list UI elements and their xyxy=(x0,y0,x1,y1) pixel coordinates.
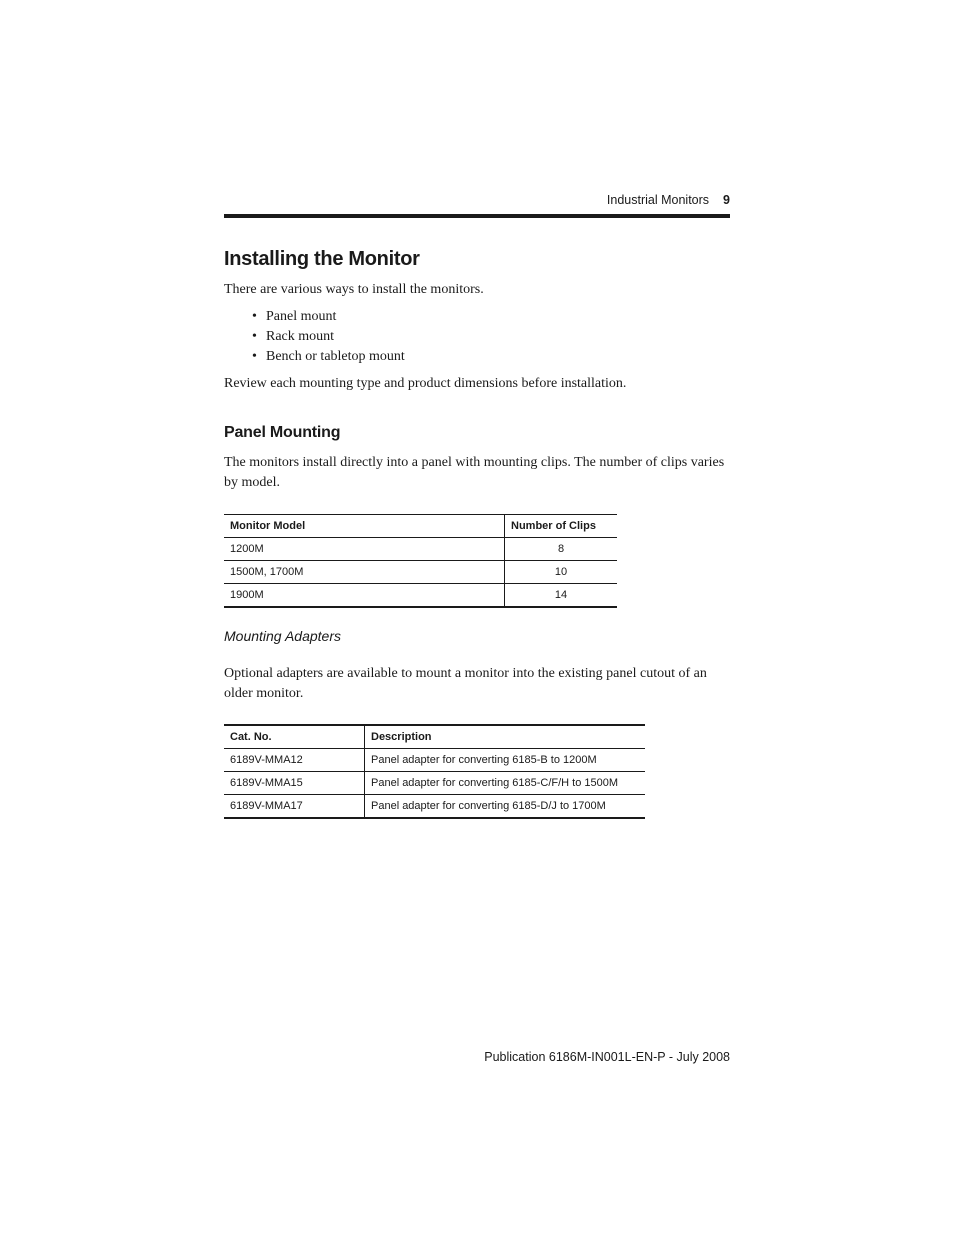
cell-description: Panel adapter for converting 6185-D/J to 1700M xyxy=(365,795,646,819)
cell-cat-no: 6189V-MMA15 xyxy=(224,772,365,795)
cell-description: Panel adapter for converting 6185-C/F/H to 1500M xyxy=(365,772,646,795)
table-row xyxy=(224,561,617,584)
page-number: 9 xyxy=(723,193,730,207)
running-header xyxy=(607,192,730,208)
list-item: • Rack mount xyxy=(252,327,405,347)
table-row xyxy=(224,749,645,772)
publication-footer: Publication 6186M-IN001L-EN-P - July 2008 xyxy=(484,1050,730,1064)
page-title: Installing the Monitor xyxy=(224,248,420,270)
bullet-icon: • xyxy=(252,309,257,324)
cell-cat-no: 6189V-MMA12 xyxy=(224,749,365,772)
header-section-title: Industrial Monitors xyxy=(606,193,710,207)
bullet-icon: • xyxy=(252,329,257,344)
column-header-description: Description xyxy=(365,725,646,749)
panel-mounting-paragraph: The monitors install directly into a panel with mounting clips. The number of clips varies by model. xyxy=(224,455,725,490)
cell-description: Panel adapter for converting 6185-B to 1200M xyxy=(365,749,646,772)
bullet-icon: • xyxy=(252,349,257,364)
review-paragraph: Review each mounting type and product dimensions before installation. xyxy=(224,376,627,391)
list-item: • Bench or tabletop mount xyxy=(252,347,405,367)
cell-monitor-model: 1200M xyxy=(224,538,505,561)
cell-monitor-model: 1900M xyxy=(224,584,505,608)
subheading-mounting-adapters: Mounting Adapters xyxy=(224,628,341,644)
column-header-cat-no: Cat. No. xyxy=(224,725,365,749)
column-header-number-of-clips: Number of Clips xyxy=(505,515,618,538)
cell-cat-no: 6189V-MMA17 xyxy=(224,795,365,819)
table-row xyxy=(224,795,645,819)
table-row xyxy=(224,538,617,561)
table-row xyxy=(224,772,645,795)
adapters-paragraph: Optional adapters are available to mount a monitor into the existing panel cutout of an older monitor. xyxy=(224,666,707,701)
mounting-types-list xyxy=(252,307,405,367)
list-item: • Panel mount xyxy=(252,307,405,327)
table-header-row xyxy=(224,515,617,538)
cell-number-of-clips: 8 xyxy=(505,538,618,561)
adapters-table xyxy=(224,724,645,819)
clips-table xyxy=(224,514,617,608)
column-header-monitor-model: Monitor Model xyxy=(224,515,505,538)
intro-paragraph: There are various ways to install the monitors. xyxy=(224,282,484,297)
cell-number-of-clips: 14 xyxy=(505,584,618,608)
cell-monitor-model: 1500M, 1700M xyxy=(224,561,505,584)
table-row xyxy=(224,584,617,608)
table-header-row xyxy=(224,725,645,749)
cell-number-of-clips: 10 xyxy=(505,561,618,584)
header-rule xyxy=(224,214,730,218)
section-heading-panel-mounting: Panel Mounting xyxy=(224,424,341,441)
